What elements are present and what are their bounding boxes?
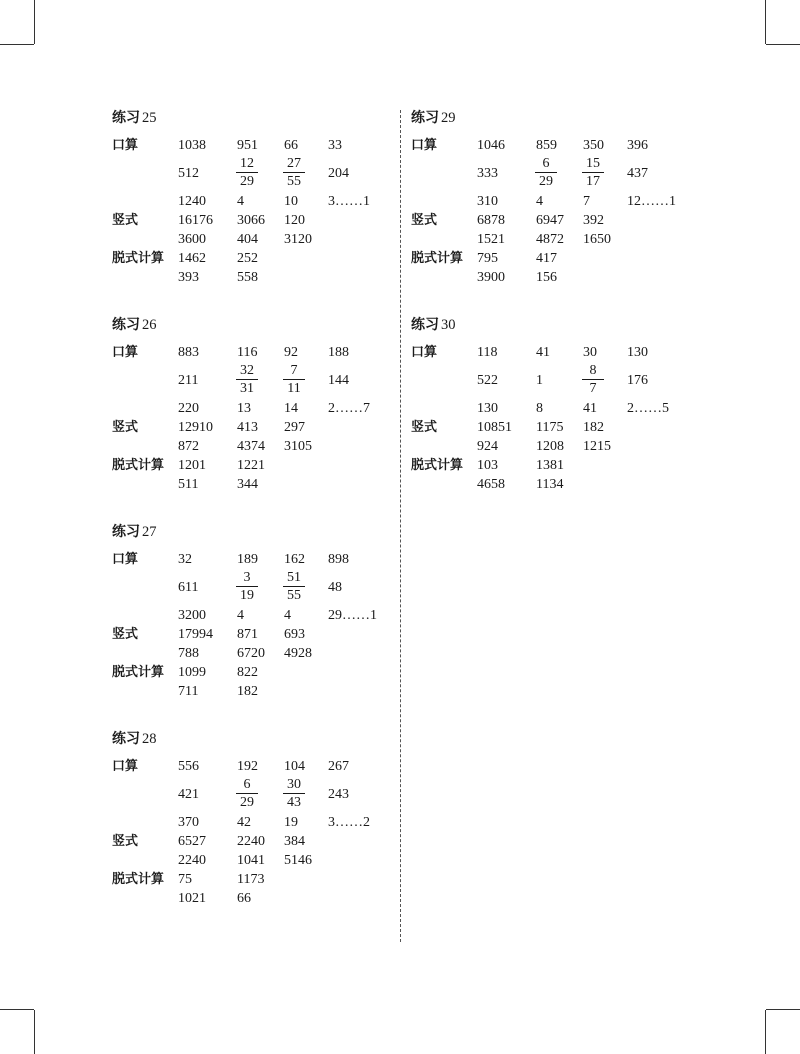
answer-value: 951 (237, 138, 258, 153)
answer-row (112, 813, 370, 832)
fraction (234, 155, 260, 191)
answer-value: 220 (178, 401, 199, 416)
fraction (580, 155, 606, 191)
answer-row (112, 155, 349, 192)
category-label-oral: 口算 (112, 138, 139, 153)
answer-value: 6947 (536, 213, 564, 228)
fraction (533, 155, 559, 191)
denominator: 19 (240, 588, 254, 603)
answer-value: 1021 (178, 891, 206, 906)
answer-value: 66 (237, 891, 251, 906)
answer-value: 3200 (178, 608, 206, 623)
answer-value: 33 (328, 138, 342, 153)
answer-value: 5146 (284, 853, 312, 868)
answer-row (112, 418, 305, 437)
exercise-block (112, 729, 370, 908)
answer-row (411, 475, 564, 494)
exercise-block (411, 108, 676, 287)
answer-value: 10851 (477, 420, 512, 435)
answer-value: 4 (237, 608, 244, 623)
crop-mark (0, 44, 34, 45)
answer-row (112, 851, 312, 870)
answer-value: 333 (477, 166, 498, 181)
answer-value: 6720 (237, 646, 265, 661)
answer-value: 32 (178, 552, 192, 567)
answer-value: 92 (284, 345, 298, 360)
answer-row (112, 192, 370, 211)
answer-row (112, 569, 342, 606)
category-label-oral: 口算 (112, 759, 139, 774)
answer-value: 393 (178, 270, 199, 285)
category-label-oral: 口算 (112, 345, 139, 360)
answer-row (112, 870, 265, 889)
answer-value: 924 (477, 439, 498, 454)
answer-value: 3900 (477, 270, 505, 285)
denominator: 43 (287, 795, 301, 810)
answer-row (112, 606, 377, 625)
exercise-number: 25 (142, 110, 157, 126)
category-label-detached: 脱式计算 (112, 458, 165, 473)
numerator: 6 (243, 777, 251, 792)
answer-value: 116 (237, 345, 258, 360)
answer-value: 12……1 (627, 194, 676, 209)
answer-value: 211 (178, 373, 199, 388)
answer-value: 1215 (583, 439, 611, 454)
answer-value: 556 (178, 759, 199, 774)
answer-value: 417 (536, 251, 557, 266)
crop-mark (34, 0, 35, 44)
answer-value: 1208 (536, 439, 564, 454)
answer-value: 1175 (536, 420, 564, 435)
answer-value: 41 (536, 345, 550, 360)
answer-row (112, 399, 370, 418)
answer-value: 2……5 (627, 401, 669, 416)
answer-value: 4928 (284, 646, 312, 661)
exercise-title (411, 315, 456, 335)
answer-value: 3600 (178, 232, 206, 247)
answer-row (112, 249, 258, 268)
answer-value: 10 (284, 194, 298, 209)
answer-row (112, 682, 258, 701)
exercise-title-word: 练习 (112, 731, 140, 747)
category-label-oral: 口算 (411, 138, 438, 153)
answer-row (112, 663, 258, 682)
exercise-title (112, 522, 157, 542)
fraction (281, 362, 307, 398)
category-label-detached: 脱式计算 (112, 251, 165, 266)
category-label-detached: 脱式计算 (112, 872, 165, 887)
answer-row (411, 136, 648, 155)
answer-value: 75 (178, 872, 192, 887)
answer-value: 1381 (536, 458, 564, 473)
answer-value: 1521 (477, 232, 505, 247)
answer-value: 4658 (477, 477, 505, 492)
right-column (411, 108, 676, 494)
category-label-detached: 脱式计算 (411, 458, 464, 473)
crop-mark (0, 1009, 34, 1010)
answer-value: 13 (237, 401, 251, 416)
answer-value: 120 (284, 213, 305, 228)
answer-value: 103 (477, 458, 498, 473)
fraction (234, 362, 260, 398)
answer-row (112, 136, 342, 155)
numerator: 15 (586, 156, 600, 171)
category-label-oral: 口算 (411, 345, 438, 360)
numerator: 3 (243, 570, 251, 585)
answer-value: 204 (328, 166, 349, 181)
answer-row (112, 776, 349, 813)
numerator: 8 (589, 363, 597, 378)
answer-value: 310 (477, 194, 498, 209)
numerator: 32 (240, 363, 254, 378)
denominator: 55 (287, 588, 301, 603)
answer-value: 252 (237, 251, 258, 266)
answer-value: 859 (536, 138, 557, 153)
answer-value: 2240 (178, 853, 206, 868)
crop-mark (34, 1010, 35, 1054)
answer-value: 162 (284, 552, 305, 567)
answer-value: 384 (284, 834, 305, 849)
answer-row (112, 625, 305, 644)
answer-row (411, 268, 557, 287)
answer-row (411, 418, 604, 437)
answer-value: 883 (178, 345, 199, 360)
answer-value: 3120 (284, 232, 312, 247)
answer-value: 3066 (237, 213, 265, 228)
answer-value: 267 (328, 759, 349, 774)
numerator: 12 (240, 156, 254, 171)
answer-value: 6878 (477, 213, 505, 228)
answer-value: 421 (178, 787, 199, 802)
exercise-title (112, 729, 157, 749)
denominator: 7 (589, 381, 597, 396)
answer-row (112, 644, 312, 663)
answer-row (411, 211, 604, 230)
answer-value: 512 (178, 166, 199, 181)
answer-value: 871 (237, 627, 258, 642)
answer-row (112, 211, 305, 230)
answer-value: 795 (477, 251, 498, 266)
answer-value: 29……1 (328, 608, 377, 623)
crop-mark (765, 1010, 766, 1054)
answer-value: 243 (328, 787, 349, 802)
answer-value: 192 (237, 759, 258, 774)
exercise-title (112, 108, 157, 128)
fraction (281, 776, 307, 812)
exercise-block (112, 315, 370, 494)
answer-value: 4 (536, 194, 543, 209)
category-label-vertical: 竖式 (112, 420, 139, 435)
fraction (234, 569, 260, 605)
fraction (234, 776, 260, 812)
answer-value: 16176 (178, 213, 213, 228)
answer-row (411, 362, 648, 399)
crop-mark (766, 1009, 800, 1010)
answer-row (112, 550, 349, 569)
fraction (281, 155, 307, 191)
denominator: 11 (287, 381, 301, 396)
answer-value: 188 (328, 345, 349, 360)
answer-value: 3……1 (328, 194, 370, 209)
answer-value: 2……7 (328, 401, 370, 416)
fraction (580, 362, 606, 398)
exercise-title-word: 练习 (411, 110, 439, 126)
answer-value: 1173 (237, 872, 265, 887)
answer-value: 898 (328, 552, 349, 567)
answer-value: 12910 (178, 420, 213, 435)
denominator: 29 (240, 795, 254, 810)
answer-value: 396 (627, 138, 648, 153)
answer-value: 14 (284, 401, 298, 416)
answer-value: 3105 (284, 439, 312, 454)
answer-value: 182 (583, 420, 604, 435)
answer-value: 4 (237, 194, 244, 209)
answer-row (112, 268, 258, 287)
answer-row (112, 889, 251, 908)
answer-value: 392 (583, 213, 604, 228)
answer-value: 437 (627, 166, 648, 181)
answer-row (112, 343, 349, 362)
denominator: 17 (586, 174, 600, 189)
answer-row (411, 456, 564, 475)
answer-value: 182 (237, 684, 258, 699)
answer-value: 1462 (178, 251, 206, 266)
exercise-number: 26 (142, 317, 157, 333)
answer-row (411, 399, 669, 418)
answer-value: 130 (477, 401, 498, 416)
answer-row (411, 343, 648, 362)
crop-mark (765, 0, 766, 44)
exercise-title (411, 108, 456, 128)
answer-row (112, 757, 349, 776)
answer-value: 4374 (237, 439, 265, 454)
numerator: 7 (290, 363, 298, 378)
answer-row (112, 475, 258, 494)
answer-value: 130 (627, 345, 648, 360)
answer-value: 344 (237, 477, 258, 492)
exercise-title-word: 练习 (112, 524, 140, 540)
answer-value: 1201 (178, 458, 206, 473)
answer-value: 1221 (237, 458, 265, 473)
exercise-block (112, 522, 377, 701)
exercise-number: 28 (142, 731, 157, 747)
answer-value: 788 (178, 646, 199, 661)
answer-value: 413 (237, 420, 258, 435)
answer-value: 822 (237, 665, 258, 680)
answer-value: 1046 (477, 138, 505, 153)
answer-value: 1650 (583, 232, 611, 247)
answer-value: 118 (477, 345, 498, 360)
answer-value: 8 (536, 401, 543, 416)
exercise-title (112, 315, 157, 335)
category-label-vertical: 竖式 (112, 627, 139, 642)
answer-value: 711 (178, 684, 199, 699)
numerator: 6 (542, 156, 550, 171)
denominator: 55 (287, 174, 301, 189)
answer-value: 611 (178, 580, 199, 595)
answer-value: 1134 (536, 477, 564, 492)
category-label-oral: 口算 (112, 552, 139, 567)
numerator: 27 (287, 156, 301, 171)
answer-value: 558 (237, 270, 258, 285)
category-label-vertical: 竖式 (411, 420, 438, 435)
answer-row (411, 155, 648, 192)
answer-value: 7 (583, 194, 590, 209)
answer-value: 42 (237, 815, 251, 830)
answer-value: 522 (477, 373, 498, 388)
answer-row (112, 230, 312, 249)
left-column (112, 108, 377, 908)
denominator: 31 (240, 381, 254, 396)
exercise-block (112, 108, 370, 287)
exercise-number: 27 (142, 524, 157, 540)
answer-row (411, 192, 676, 211)
numerator: 51 (287, 570, 301, 585)
answer-value: 370 (178, 815, 199, 830)
answer-value: 511 (178, 477, 199, 492)
denominator: 29 (240, 174, 254, 189)
category-label-vertical: 竖式 (112, 213, 139, 228)
exercise-number: 29 (441, 110, 456, 126)
exercise-title-word: 练习 (112, 317, 140, 333)
answer-value: 189 (237, 552, 258, 567)
exercise-block (411, 315, 669, 494)
answer-value: 404 (237, 232, 258, 247)
answer-value: 4872 (536, 232, 564, 247)
answer-value: 350 (583, 138, 604, 153)
answer-value: 17994 (178, 627, 213, 642)
answer-row (411, 249, 557, 268)
column-divider (400, 110, 401, 942)
numerator: 30 (287, 777, 301, 792)
answer-value: 66 (284, 138, 298, 153)
exercise-number: 30 (441, 317, 456, 333)
answer-value: 6527 (178, 834, 206, 849)
answer-value: 3……2 (328, 815, 370, 830)
answer-value: 1041 (237, 853, 265, 868)
answer-value: 104 (284, 759, 305, 774)
answer-row (112, 456, 265, 475)
category-label-detached: 脱式计算 (411, 251, 464, 266)
answer-row (411, 230, 611, 249)
answer-value: 872 (178, 439, 199, 454)
category-label-vertical: 竖式 (112, 834, 139, 849)
answer-value: 2240 (237, 834, 265, 849)
answer-row (411, 437, 611, 456)
exercise-title-word: 练习 (411, 317, 439, 333)
answer-row (112, 437, 312, 456)
answer-value: 1099 (178, 665, 206, 680)
answer-value: 30 (583, 345, 597, 360)
answer-value: 1038 (178, 138, 206, 153)
answer-value: 4 (284, 608, 291, 623)
answer-value: 1 (536, 373, 543, 388)
answer-value: 19 (284, 815, 298, 830)
answer-value: 176 (627, 373, 648, 388)
crop-mark (766, 44, 800, 45)
answer-value: 156 (536, 270, 557, 285)
answer-value: 48 (328, 580, 342, 595)
answer-row (112, 832, 305, 851)
category-label-vertical: 竖式 (411, 213, 438, 228)
answer-value: 693 (284, 627, 305, 642)
answer-value: 144 (328, 373, 349, 388)
answer-row (112, 362, 349, 399)
answer-value: 297 (284, 420, 305, 435)
category-label-detached: 脱式计算 (112, 665, 165, 680)
answer-value: 41 (583, 401, 597, 416)
fraction (281, 569, 307, 605)
denominator: 29 (539, 174, 553, 189)
answer-value: 1240 (178, 194, 206, 209)
exercise-title-word: 练习 (112, 110, 140, 126)
